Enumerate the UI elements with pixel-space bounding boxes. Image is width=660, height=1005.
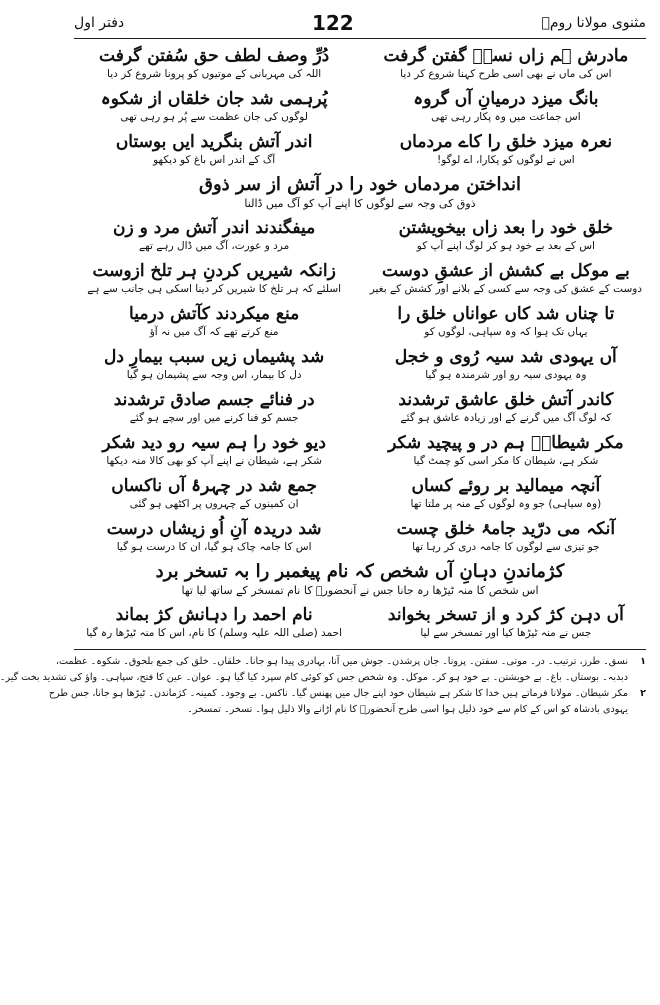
footnote-line	[55, 654, 646, 670]
translation-line: اس کے بعد بے خود ہو کر لوگ اپنے آپ کو	[416, 240, 595, 252]
page-number: 122	[311, 11, 354, 35]
couplet	[74, 217, 646, 254]
couplet-left-half	[74, 346, 354, 383]
couplet-right-half	[366, 260, 646, 297]
couplet-right-half	[366, 217, 646, 254]
footnote-text: یہودی بادشاہ کو اس کے کام سے خود ذلیل ہوا اسی طرح آنحضورؐ کا نام اڑانے والا ذلیل ہوا۔ تسخر۔ تمسخر۔	[187, 704, 628, 715]
footnotes	[0, 654, 646, 718]
verse-line: آں دہن کژ کرد و از تسخر بخواند	[387, 605, 624, 625]
translation-line: دل کا بیمار، اس وجہ سے پشیمان ہو گیا	[126, 369, 302, 381]
couplet-right-half	[366, 518, 646, 555]
couplet-left-half	[74, 303, 354, 340]
footnote-text: نسق۔ طرز، ترتیب۔ در۔ موتی۔ سفتن۔ پرونا۔ جان پرشدن۔ جوش میں آنا، بہادری پیدا ہو جانا۔ خلقاں۔ خلق کی جمع بلحوق۔ شکوہ۔ عظمت،	[55, 656, 628, 667]
translation-line: ان کمینوں کے چہروں پر اکٹھی ہو گئی	[129, 498, 299, 510]
footnote-number	[628, 670, 646, 686]
footnote-text: مکر شیطان۔ مولانا فرماتے ہیں خدا کا شکر ہے شیطان خود اپنے جال میں پھنس گیا۔ ناکس۔ بے وجود۔ کمینہ۔ کژماندن۔ ٹیڑھا ہو جانا، جس طرح	[48, 688, 628, 699]
couplet-right-half	[366, 475, 646, 512]
translation-line: یہاں تک ہوا کہ وہ سپاہی، لوگوں کو	[424, 326, 588, 338]
couplet	[74, 88, 646, 125]
couplet	[74, 303, 646, 340]
verse-line: منع میکردند کآتش درمیا	[129, 304, 300, 324]
couplet-block-1	[74, 45, 646, 168]
translation-line: کہ لوگ آگ میں گرنے کے اور زیادہ عاشق ہو گئے	[400, 412, 612, 424]
translation-line: جس نے منہ ٹیڑھا کیا اور تمسخر سے لیا	[420, 627, 592, 639]
footnote-number: ۲	[640, 688, 646, 699]
translation-line: اس نے لوگوں کو پکارا، اے لوگو!	[437, 154, 575, 166]
verse-line: دیو خود را ہم سیہ رو دید شکر	[102, 433, 326, 453]
book-page	[0, 8, 646, 718]
translation-line: آگ کے اندر اس باغ کو دیکھو	[153, 154, 276, 166]
translation-line: اس کا جامہ چاک ہو گیا، ان کا درست ہو گیا	[116, 541, 312, 553]
couplet-right-half	[366, 604, 646, 641]
translation-line: اس کی ماں نے بھی اسی طرح کہنا شروع کر دیا	[400, 68, 612, 80]
verse-line: زانکہ شیریں کردنِ ہر تلخ ازوست	[92, 261, 336, 281]
page-header	[74, 8, 646, 39]
footnote-line	[0, 670, 646, 686]
verse-line: در فنائے جسم صادق ترشدند	[113, 390, 315, 410]
heading-verse: کژماندنِ دہانِ آں شخص کہ نام پیغمبر را بہ تسخر برد	[155, 561, 565, 582]
couplet-left-half	[74, 45, 354, 82]
verse-line: میفگندند اندر آتش مرد و زن	[113, 218, 316, 238]
heading-verse: انداختن مردماں خود را در آتش از سر ذوق	[199, 174, 521, 195]
verse-line: آنچہ میمالید بر روئے کساں	[411, 476, 601, 496]
couplet	[74, 45, 646, 82]
verse-line: بانگ میزد درمیانِ آں گروہ	[413, 89, 599, 109]
footnote-number	[628, 702, 646, 718]
translation-line: شکر ہے، شیطان کا مکر اسی کو چمٹ گیا	[413, 455, 599, 467]
translation-line: منع کرتے تھے کہ آگ میں نہ آؤ	[149, 326, 279, 338]
couplet-right-half	[366, 432, 646, 469]
couplet-left-half	[74, 389, 354, 426]
verse-line: شد پشیماں زیں سبب بیمارِ دل	[104, 347, 325, 367]
verse-line: کاندر آتش خلق عاشق ترشدند	[398, 390, 614, 410]
couplet-right-half	[366, 303, 646, 340]
verse-line: تا چناں شد کاں عواناں خلق را	[397, 304, 615, 324]
translation-line: لوگوں کی جان عظمت سے پُر ہو رہی تھی	[120, 111, 308, 123]
couplet	[74, 346, 646, 383]
couplet-right-half	[366, 389, 646, 426]
couplet-right-half	[366, 346, 646, 383]
verse-line: نام احمد را دہانش کژ بماند	[115, 605, 313, 625]
verse-line: خلق خود را بعد زاں بیخویشتن	[398, 218, 614, 238]
couplet	[74, 518, 646, 555]
footnote-line	[74, 702, 646, 718]
couplet-right-half	[366, 88, 646, 125]
footnote-line	[48, 686, 646, 702]
couplet-left-half	[74, 432, 354, 469]
section-heading-1	[74, 174, 646, 211]
couplet-right-half	[366, 45, 646, 82]
verse-line: مادرش ہم زاں نسقؔ گفتن گرفت	[383, 46, 629, 66]
couplet-left-half	[74, 475, 354, 512]
verse-line: نعرہ میزد خلق را کاے مردماں	[399, 132, 613, 152]
footnote-divider	[74, 649, 646, 650]
couplet-left-half	[74, 260, 354, 297]
verse-line: دُرِّ وصف لطف حق سُفتن گرفت	[99, 46, 330, 66]
heading-translation: ذوق کی وجہ سے لوگوں کا اپنے آپ کو آگ میں ڈالنا	[244, 197, 476, 210]
translation-line: شکر ہے، شیطان نے اپنے آپ کو بھی کالا منہ دیکھا	[106, 455, 322, 467]
couplet-left-half	[74, 518, 354, 555]
couplet	[74, 432, 646, 469]
couplet-left-half	[74, 217, 354, 254]
translation-line: جسم کو فنا کرنے میں اور سچے ہو گئے	[129, 412, 299, 424]
book-title: مثنوی مولانا رومؒ	[541, 15, 646, 31]
couplet-block-3	[74, 604, 646, 641]
translation-line: دوست کے عشق کی وجہ سے کسی کے بلانے اور کشش کے بغیر	[369, 283, 643, 295]
couplet-left-half	[74, 604, 354, 641]
translation-line: اللہ کی مہربانی کے موتیوں کو پرونا شروع کر دیا	[107, 68, 322, 80]
couplet-right-half	[366, 131, 646, 168]
translation-line: اسلئے کہ ہر تلخ کا شیریں کر دینا اسکی ہی جانب سے ہے	[87, 283, 342, 295]
couplet-left-half	[74, 131, 354, 168]
verse-line: شد دریدہ آنِ اُو زیشاں درست	[106, 519, 322, 539]
translation-line: جو تیزی سے لوگوں کا جامہ دری کر رہا تھا	[412, 541, 600, 553]
verse-line: بے موکل بے کشش از عشقِ دوست	[381, 261, 630, 281]
section-heading-2	[74, 561, 646, 598]
verse-line: پُرہمی شد جان خلقاں از شکوہ	[100, 89, 328, 109]
couplet	[74, 389, 646, 426]
translation-line: مرد و عورت، آگ میں ڈال رہے تھے	[139, 240, 290, 252]
couplet-block-2	[74, 217, 646, 555]
volume-label: دفتر اول	[74, 15, 125, 31]
verse-line: مکر شیطاںؔ ہم در و پیچید شکر	[388, 433, 624, 453]
verse-line: آں یہودی شد سیہ رُوی و خجل	[394, 347, 617, 367]
couplet	[74, 260, 646, 297]
translation-line: (وہ سیاہی) جو وہ لوگوں کے منہ پر ملتا تھا	[410, 498, 602, 510]
translation-line: احمد (صلی اللہ علیہ وسلم) کا نام، اس کا منہ ٹیڑھا رہ گیا	[86, 627, 343, 639]
translation-line: وہ یہودی سیہ رو اور شرمندہ ہو گیا	[425, 369, 587, 381]
translation-line: اس جماعت میں وہ پکار رہی تھی	[431, 111, 581, 123]
footnote-text: دبدبہ۔ بوستاں۔ باغ۔ بے خویشتن۔ بے خود ہو کر۔ موکل۔ وہ شخص جس کو کوئی کام سپرد کیا گیا ہو۔ عوان۔ عین کا فتح، سپاہی۔ واؤ کی تشدید بخت گیر۔	[0, 672, 628, 683]
footnote-number: ۱	[640, 656, 646, 667]
couplet-left-half	[74, 88, 354, 125]
heading-translation: اس شخص کا منہ ٹیڑھا رہ جانا جس نے آنحضورؐ کا نام تمسخر کے ساتھ لیا تھا	[181, 584, 539, 597]
couplet	[74, 604, 646, 641]
verse-line: اندر آتش بنگرید ایں بوستاں	[115, 132, 313, 152]
verse-line: جمع شد در چہرۂ آں ناکساں	[111, 476, 318, 496]
couplet	[74, 475, 646, 512]
verse-line: آنکہ می درّید جامۂ خلق چست	[396, 519, 616, 539]
couplet	[74, 131, 646, 168]
